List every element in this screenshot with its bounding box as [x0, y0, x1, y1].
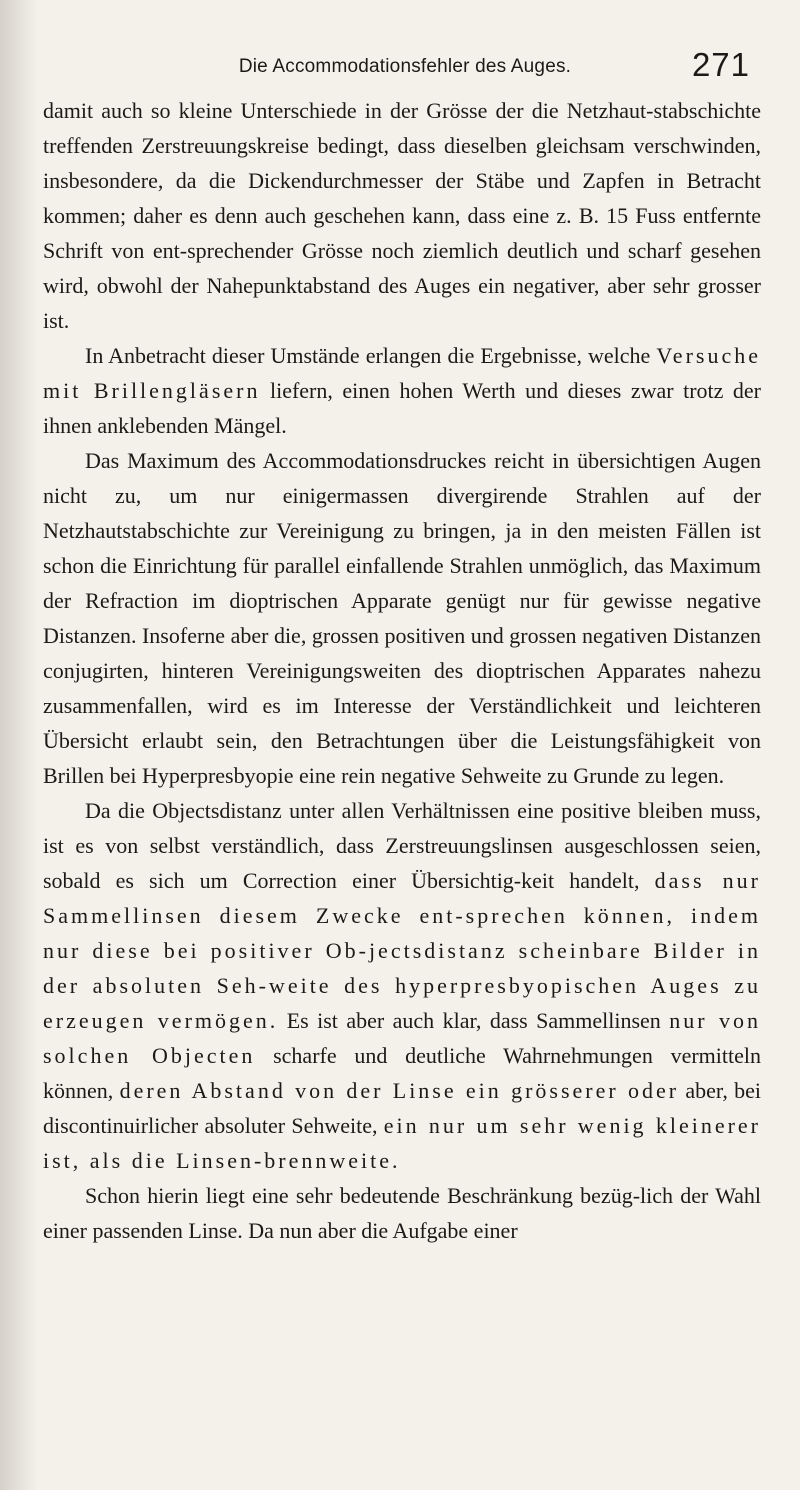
- emphasized-text: nur von solchen Objecten: [43, 1008, 761, 1068]
- paragraph: [43, 338, 761, 443]
- text-run: Schon hierin liegt eine sehr bedeutende Beschränkung bezüg-lich der Wahl einer passenden Linse. Da nun aber die Aufgabe einer: [43, 1183, 761, 1243]
- text-run: damit auch so kleine Unterschiede in der Grösse der die Netzhaut-stabschichte treffenden Zerstreuungskreise bedingt, dass dieselben gleichsam verschwinden, insbesondere, da die Dickendurchmesser der Stäbe und Zapfen in Betracht kommen; daher es denn auch geschehen kann, dass eine z. B. 15 Fuss entfernte Schrift von ent-sprechender Grösse noch ziemlich deutlich und scharf gesehen wird, obwohl der Nahepunktabstand des Auges ein negativer, aber sehr grosser ist.: [43, 98, 761, 333]
- emphasized-text: deren Abstand von der Linse ein grösserer oder: [119, 1078, 680, 1103]
- text-run: aber, bei discontinuirlicher absoluter Sehweite,: [43, 1078, 761, 1138]
- paragraph: [43, 93, 761, 338]
- paragraph: [43, 793, 761, 1178]
- running-title: Die Accommodationsfehler des Auges.: [238, 56, 572, 77]
- emphasized-text: Versuche mit Brillengläsern: [43, 343, 761, 403]
- emphasized-text: ein nur um sehr wenig kleinerer ist, als die Linsen-brennweite.: [43, 1113, 761, 1173]
- page-number: 271: [691, 46, 750, 83]
- page-header: [60, 46, 750, 86]
- text-run: Es ist aber auch klar, dass Sammellinsen: [278, 1008, 670, 1033]
- emphasized-text: dass nur Sammellinsen diesem Zwecke ent-sprechen können, indem nur diese bei positiver Ob-jectsdistanz scheinbare Bilder in der absoluten Seh-weite des hyperpresbyopischen Auges zu erzeugen vermögen.: [43, 868, 762, 1033]
- text-run: liefern, einen hohen Werth und dieses zwar trotz der ihnen anklebenden Mängel.: [43, 378, 761, 438]
- text-run: In Anbetracht dieser Umstände erlangen die Ergebnisse, welche: [85, 343, 657, 368]
- binding-shadow: [0, 0, 38, 1490]
- text-run: Das Maximum des Accommodationsdruckes reicht in übersichtigen Augen nicht zu, um nur einigermassen divergirende Strahlen auf der Netzhautstabschichte zur Vereinigung zu bringen, ja in den meisten Fällen ist schon die Einrichtung für parallel einfallende Strahlen unmöglich, das Maximum der Refraction im dioptrischen Apparate genügt nur für gewisse negative Distanzen. Insoferne aber die, grossen positiven und grossen negativen Distanzen conjugirten, hinteren Vereinigungsweiten des dioptrischen Apparates nahezu zusammenfallen, wird es im Interesse der Verständlichkeit und leichteren Übersicht erlaubt sein, den Betrachtungen über die Leistungsfähigkeit von Brillen bei Hyperpresbyopie eine rein negative Sehweite zu Grunde zu legen.: [43, 448, 761, 788]
- paragraph: [43, 443, 761, 793]
- paragraph: [43, 1178, 761, 1248]
- text-run: scharfe und deutliche Wahrnehmungen vermitteln können,: [43, 1043, 761, 1103]
- body-text: [43, 93, 761, 1248]
- text-run: Da die Objectsdistanz unter allen Verhältnissen eine positive bleiben muss, ist es von selbst verständlich, dass Zerstreuungslinsen ausgeschlossen seien, sobald es sich um Correction einer Übersichtig-keit handelt,: [43, 798, 761, 893]
